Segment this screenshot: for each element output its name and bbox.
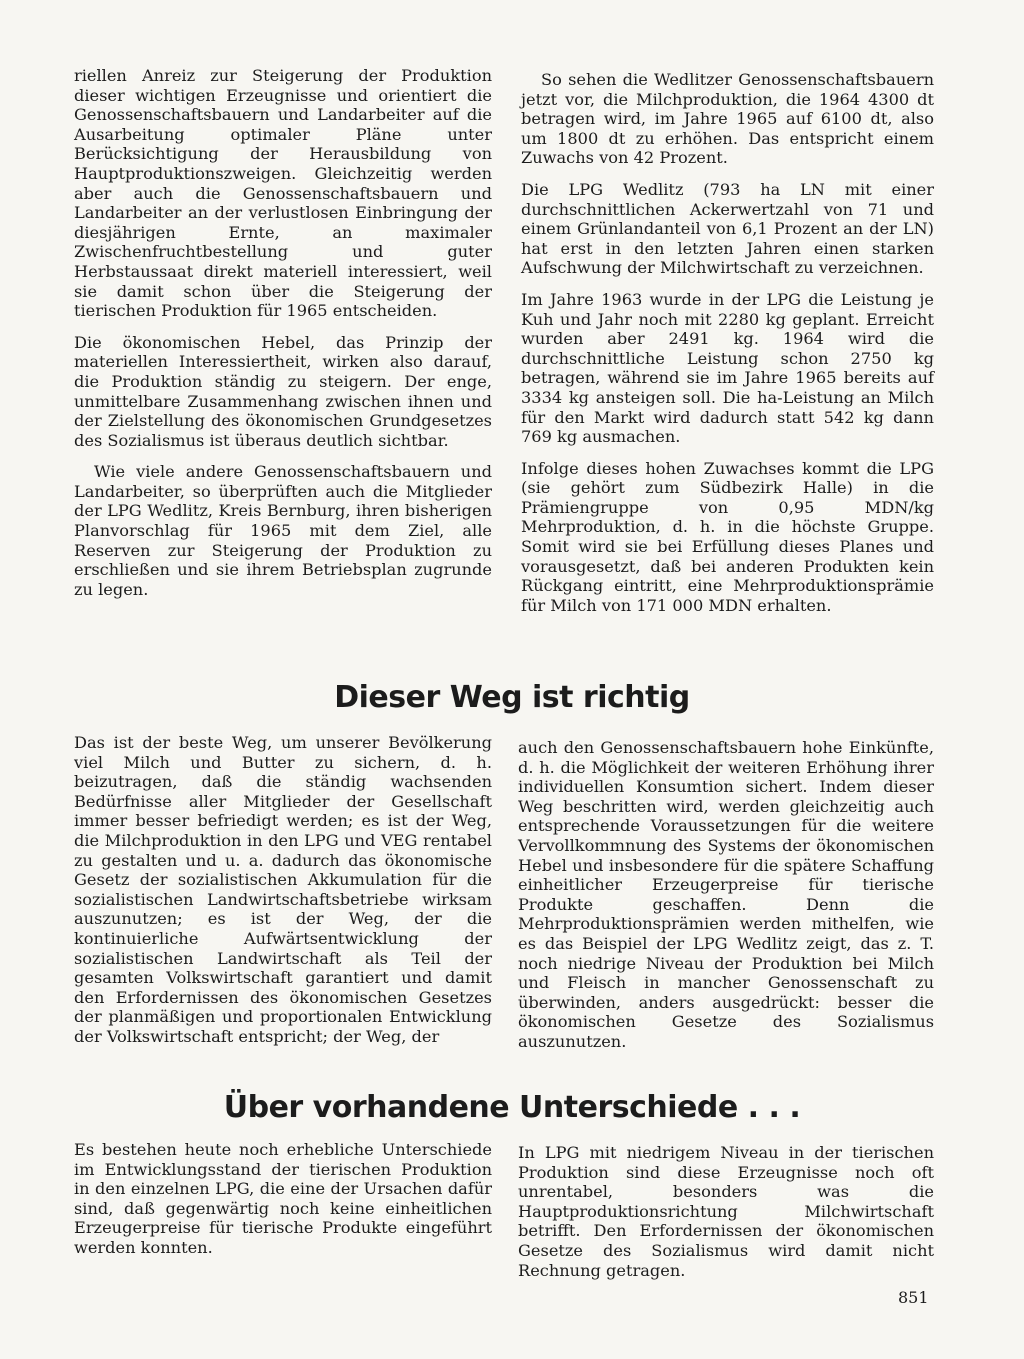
section-heading: Über vorhandene Unterschiede . . . bbox=[223, 1090, 801, 1125]
paragraph: Es bestehen heute noch erhebliche Unterschiede im Entwicklungsstand der tierischen Produktion in den einzelnen LPG, die eine der Ursachen dafür sind, daß gegenwärtig noch keine einheitlichen Erzeugerpreise für tierische Produkte eingeführt werden konnten. bbox=[74, 1140, 492, 1257]
paragraph: riellen Anreiz zur Steigerung der Produktion dieser wichtigen Erzeugnisse und orientiert die Genossenschaftsbauern und Landarbeiter auf die Ausarbeitung optimaler Pläne unter Berücksichtigung der Herausbildung von Hauptproduktionszweigen. Gleichzeitig werden aber auch die Genossenschaftsbauern und Landarbeiter an der verlustlosen Einbringung der diesjährigen Ernte, an maximaler Zwischenfruchtbestellung und guter Herbstaussaat direkt materiell interessiert, weil sie damit schon über die Steigerung der tierischen Produktion für 1965 entscheiden. bbox=[74, 66, 492, 321]
paragraph: Wie viele andere Genossenschaftsbauern und Landarbeiter, so überprüften auch die Mitglieder der LPG Wedlitz, Kreis Bernburg, ihren bisherigen Planvorschlag für 1965 mit dem Ziel, alle Reserven zur Steigerung der Produktion zu erschließen und sie ihrem Betriebsplan zugrunde zu legen. bbox=[74, 462, 492, 599]
section1-left-column bbox=[74, 733, 492, 1059]
section2-right-column bbox=[518, 1143, 934, 1292]
paragraph: In LPG mit niedrigem Niveau in der tierischen Produktion sind diese Erzeugnisse noch oft unrentabel, besonders was die Hauptproduktionsrichtung Milchwirtschaft betrifft. Den Erfordernissen der ökonomischen Gesetze des Sozialismus wird damit nicht Rechnung getragen. bbox=[518, 1143, 934, 1280]
paragraph: Die LPG Wedlitz (793 ha LN mit einer durchschnittlichen Ackerwertzahl von 71 und einem Grünlandanteil von 6,1 Prozent an der LN) hat erst in den letzten Jahren einen starken Aufschwung der Milchwirtschaft zu verzeichnen. bbox=[521, 179, 934, 278]
section-heading: Dieser Weg ist richtig bbox=[334, 680, 690, 715]
paragraph: Das ist der beste Weg, um unserer Bevölkerung viel Milch und Butter zu sichern, d. h. beizutragen, daß die ständig wachsenden Bedürfnisse aller Mitglieder der Gesellschaft immer besser befriedigt werden; es ist der Weg, die Milchproduktion in den LPG und VEG rentabel zu gestalten und u. a. dadurch das ökonomische Gesetz der sozialistischen Akkumulation für die sozialistischen Landwirtschaftsbetriebe wirksam auszunutzen; es ist der Weg, der die kontinuierliche Aufwärtsentwicklung der sozialistischen Landwirtschaft als Teil der gesamten Volkswirtschaft garantiert und damit den Erfordernissen des ökonomischen Gesetzes der planmäßigen und proportionalen Entwicklung der Volkswirtschaft entspricht; der Weg, der bbox=[74, 733, 492, 1046]
paragraph: So sehen die Wedlitzer Genossenschaftsbauern jetzt vor, die Milchproduktion, die 1964 4300 dt betragen wird, im Jahre 1965 auf 6100 dt, also um 1800 dt zu erhöhen. Das entspricht einem Zuwachs von 42 Prozent. bbox=[521, 70, 934, 168]
top-right-column bbox=[521, 70, 934, 627]
paragraph: Im Jahre 1963 wurde in der LPG die Leistung je Kuh und Jahr noch mit 2280 kg geplant. Erreicht wurden aber 2491 kg. 1964 wird die durchschnittliche Leistung schon 2750 kg betragen, während sie im Jahre 1965 bereits auf 3334 kg ansteigen soll. Die ha-Leistung an Milch für den Markt wird dadurch statt 542 kg dann 769 kg ausmachen. bbox=[521, 289, 934, 447]
top-left-column bbox=[74, 66, 492, 611]
page-number: 851 bbox=[898, 1288, 929, 1307]
paragraph: Infolge dieses hohen Zuwachses kommt die LPG (sie gehört zum Südbezirk Halle) in die Prämiengruppe von 0,95 MDN/kg Mehrproduktion, d. h. in die höchste Gruppe. Somit wird sie bei Erfüllung dieses Planes und vorausgesetzt, daß bei anderen Produkten kein Rückgang eintritt, eine Mehrproduktionsprämie für Milch von 171 000 MDN erhalten. bbox=[521, 458, 934, 615]
paragraph: auch den Genossenschaftsbauern hohe Einkünfte, d. h. die Möglichkeit der weiteren Erhöhung ihrer individuellen Konsumtion sichert. Indem dieser Weg beschritten wird, werden gleichzeitig auch entsprechende Voraussetzungen für die weitere Vervollkommnung des Systems der ökonomischen Hebel und insbesondere für die spätere Schaffung einheitlicher Erzeugerpreise für tierische Produkte geschaffen. Denn die Mehrproduktionsprämien werden mithelfen, wie es das Beispiel der LPG Wedlitz zeigt, das z. T. noch niedrige Niveau der Produktion bei Milch und Fleisch in mancher Genossenschaft zu überwinden, anders ausgedrückt: besser die ökonomischen Gesetze des Sozialismus auszunutzen. bbox=[518, 738, 934, 1051]
section1-right-column bbox=[518, 738, 934, 1064]
section2-left-column bbox=[74, 1140, 492, 1270]
paragraph: Die ökonomischen Hebel, das Prinzip der materiellen Interessiertheit, wirken also darauf, die Produktion ständig zu steigern. Der enge, unmittelbare Zusammenhang zwischen ihnen und der Zielstellung des ökonomischen Grundgesetzes des Sozialismus ist überaus deutlich sichtbar. bbox=[74, 332, 492, 450]
